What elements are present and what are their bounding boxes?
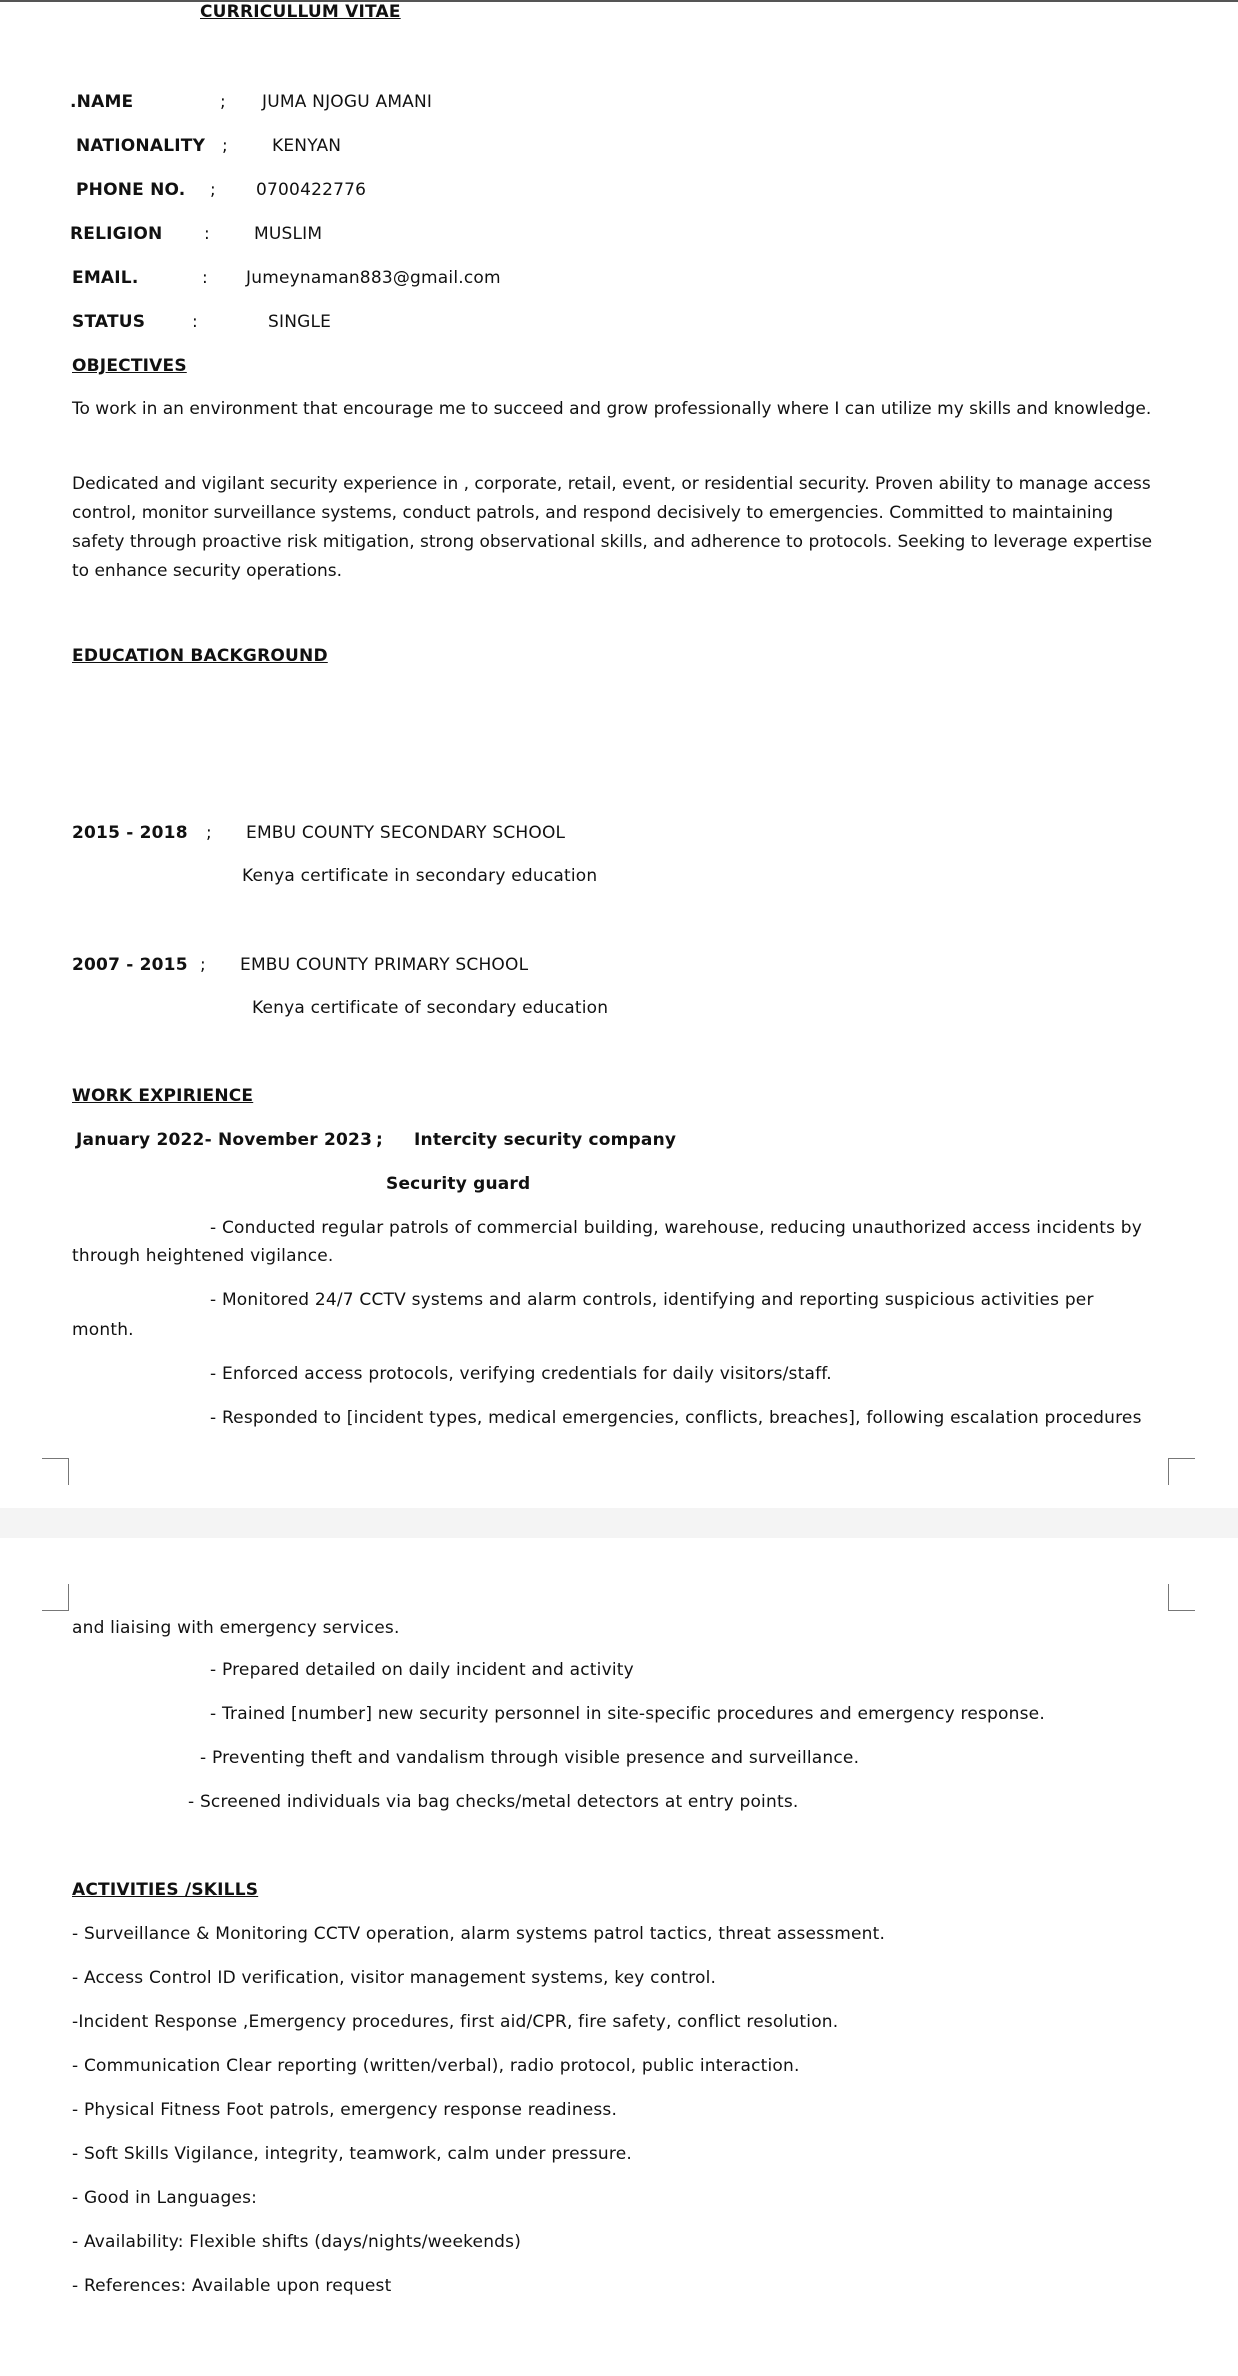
- religion-label: RELIGION: [70, 224, 163, 244]
- phone-label: PHONE NO.: [76, 180, 186, 200]
- work-company: Intercity security company: [414, 1130, 677, 1150]
- skill-item: -Incident Response ,Emergency procedures, first aid/CPR, fire safety, conflict resolution.: [72, 2012, 839, 2032]
- name-label: .NAME: [70, 92, 134, 112]
- work-period: January 2022- November 2023: [76, 1130, 373, 1150]
- status-value: SINGLE: [268, 312, 332, 332]
- skill-item: - Access Control ID verification, visitor management systems, key control.: [72, 1968, 717, 1988]
- education-heading: EDUCATION BACKGROUND: [72, 646, 328, 666]
- duty-item: - Responded to [incident types, medical emergencies, conflicts, breaches], following escalation procedures: [210, 1408, 1142, 1428]
- education-years: 2015 - 2018: [72, 823, 188, 843]
- nationality-value: KENYAN: [272, 136, 342, 156]
- duty-item: - Prepared detailed on daily incident and activity: [210, 1660, 634, 1680]
- duty-item: - Preventing theft and vandalism through visible presence and surveillance.: [200, 1748, 860, 1768]
- status-label: STATUS: [72, 312, 146, 332]
- document-title: CURRICULLUM VITAE: [200, 2, 401, 22]
- skills-heading: ACTIVITIES /SKILLS: [72, 1880, 259, 1900]
- education-award: Kenya certificate in secondary education: [242, 866, 598, 886]
- nationality-label: NATIONALITY: [76, 136, 206, 156]
- work-sep: ;: [376, 1130, 383, 1150]
- duty-item-continued: through heightened vigilance.: [72, 1246, 334, 1266]
- objectives-heading: OBJECTIVES: [72, 356, 187, 376]
- crop-mark-bottom-left: [42, 1458, 69, 1485]
- objectives-paragraph-2: Dedicated and vigilant security experience in , corporate, retail, event, or residential security. Proven ability to manage access control, monitor surveillance systems, conduct patrols, and respond decisively to emergencies. Committed to maintaining safety through proactive risk mitigation, strong observational skills, and adherence to protocols. Seeking to leverage expertise to enhance security operations.: [72, 474, 1153, 581]
- education-school: EMBU COUNTY SECONDARY SCHOOL: [246, 823, 566, 843]
- email-value: Jumeynaman883@gmail.com: [246, 268, 501, 288]
- religion-value: MUSLIM: [254, 224, 323, 244]
- skill-item: - References: Available upon request: [72, 2276, 392, 2296]
- email-sep: :: [202, 268, 208, 288]
- name-value: JUMA NJOGU AMANI: [262, 92, 433, 112]
- email-label: EMAIL.: [72, 268, 139, 288]
- skill-item: - Good in Languages:: [72, 2188, 258, 2208]
- religion-sep: :: [204, 224, 210, 244]
- name-sep: ;: [220, 92, 226, 112]
- nationality-sep: ;: [222, 136, 228, 156]
- education-years: 2007 - 2015: [72, 955, 188, 975]
- page-break: [0, 1508, 1238, 1538]
- work-role: Security guard: [386, 1174, 531, 1194]
- crop-mark-bottom-right: [1168, 1458, 1195, 1485]
- duty-item-continued: and liaising with emergency services.: [72, 1618, 400, 1638]
- crop-mark-top-left: [42, 1584, 69, 1611]
- objectives-paragraph-1: To work in an environment that encourage me to succeed and grow professionally where I can utilize my skills and knowledge.: [72, 399, 1152, 419]
- duty-item: - Monitored 24/7 CCTV systems and alarm controls, identifying and reporting suspicious activities per: [210, 1290, 1094, 1310]
- education-award: Kenya certificate of secondary education: [252, 998, 609, 1018]
- skill-item: - Communication Clear reporting (written/verbal), radio protocol, public interaction.: [72, 2056, 800, 2076]
- duty-item: - Conducted regular patrols of commercial building, warehouse, reducing unauthorized access incidents by: [210, 1218, 1142, 1238]
- phone-value: 0700422776: [256, 180, 367, 200]
- skill-item: - Surveillance & Monitoring CCTV operation, alarm systems patrol tactics, threat assessment.: [72, 1924, 886, 1944]
- education-school: EMBU COUNTY PRIMARY SCHOOL: [240, 955, 529, 975]
- duty-item-continued: month.: [72, 1320, 134, 1340]
- phone-sep: ;: [210, 180, 216, 200]
- duty-item: - Screened individuals via bag checks/metal detectors at entry points.: [188, 1792, 799, 1812]
- skill-item: - Physical Fitness Foot patrols, emergency response readiness.: [72, 2100, 618, 2120]
- skill-item: - Soft Skills Vigilance, integrity, teamwork, calm under pressure.: [72, 2144, 632, 2164]
- education-sep: ;: [206, 823, 212, 843]
- page-top-border: [0, 0, 1238, 2]
- skill-item: - Availability: Flexible shifts (days/nights/weekends): [72, 2232, 522, 2252]
- duty-item: - Enforced access protocols, verifying credentials for daily visitors/staff.: [210, 1364, 832, 1384]
- duty-item: - Trained [number] new security personnel in site-specific procedures and emergency response.: [210, 1704, 1045, 1724]
- status-sep: :: [192, 312, 198, 332]
- crop-mark-top-right: [1168, 1584, 1195, 1611]
- work-heading: WORK EXPIRIENCE: [72, 1086, 254, 1106]
- education-sep: ;: [200, 955, 206, 975]
